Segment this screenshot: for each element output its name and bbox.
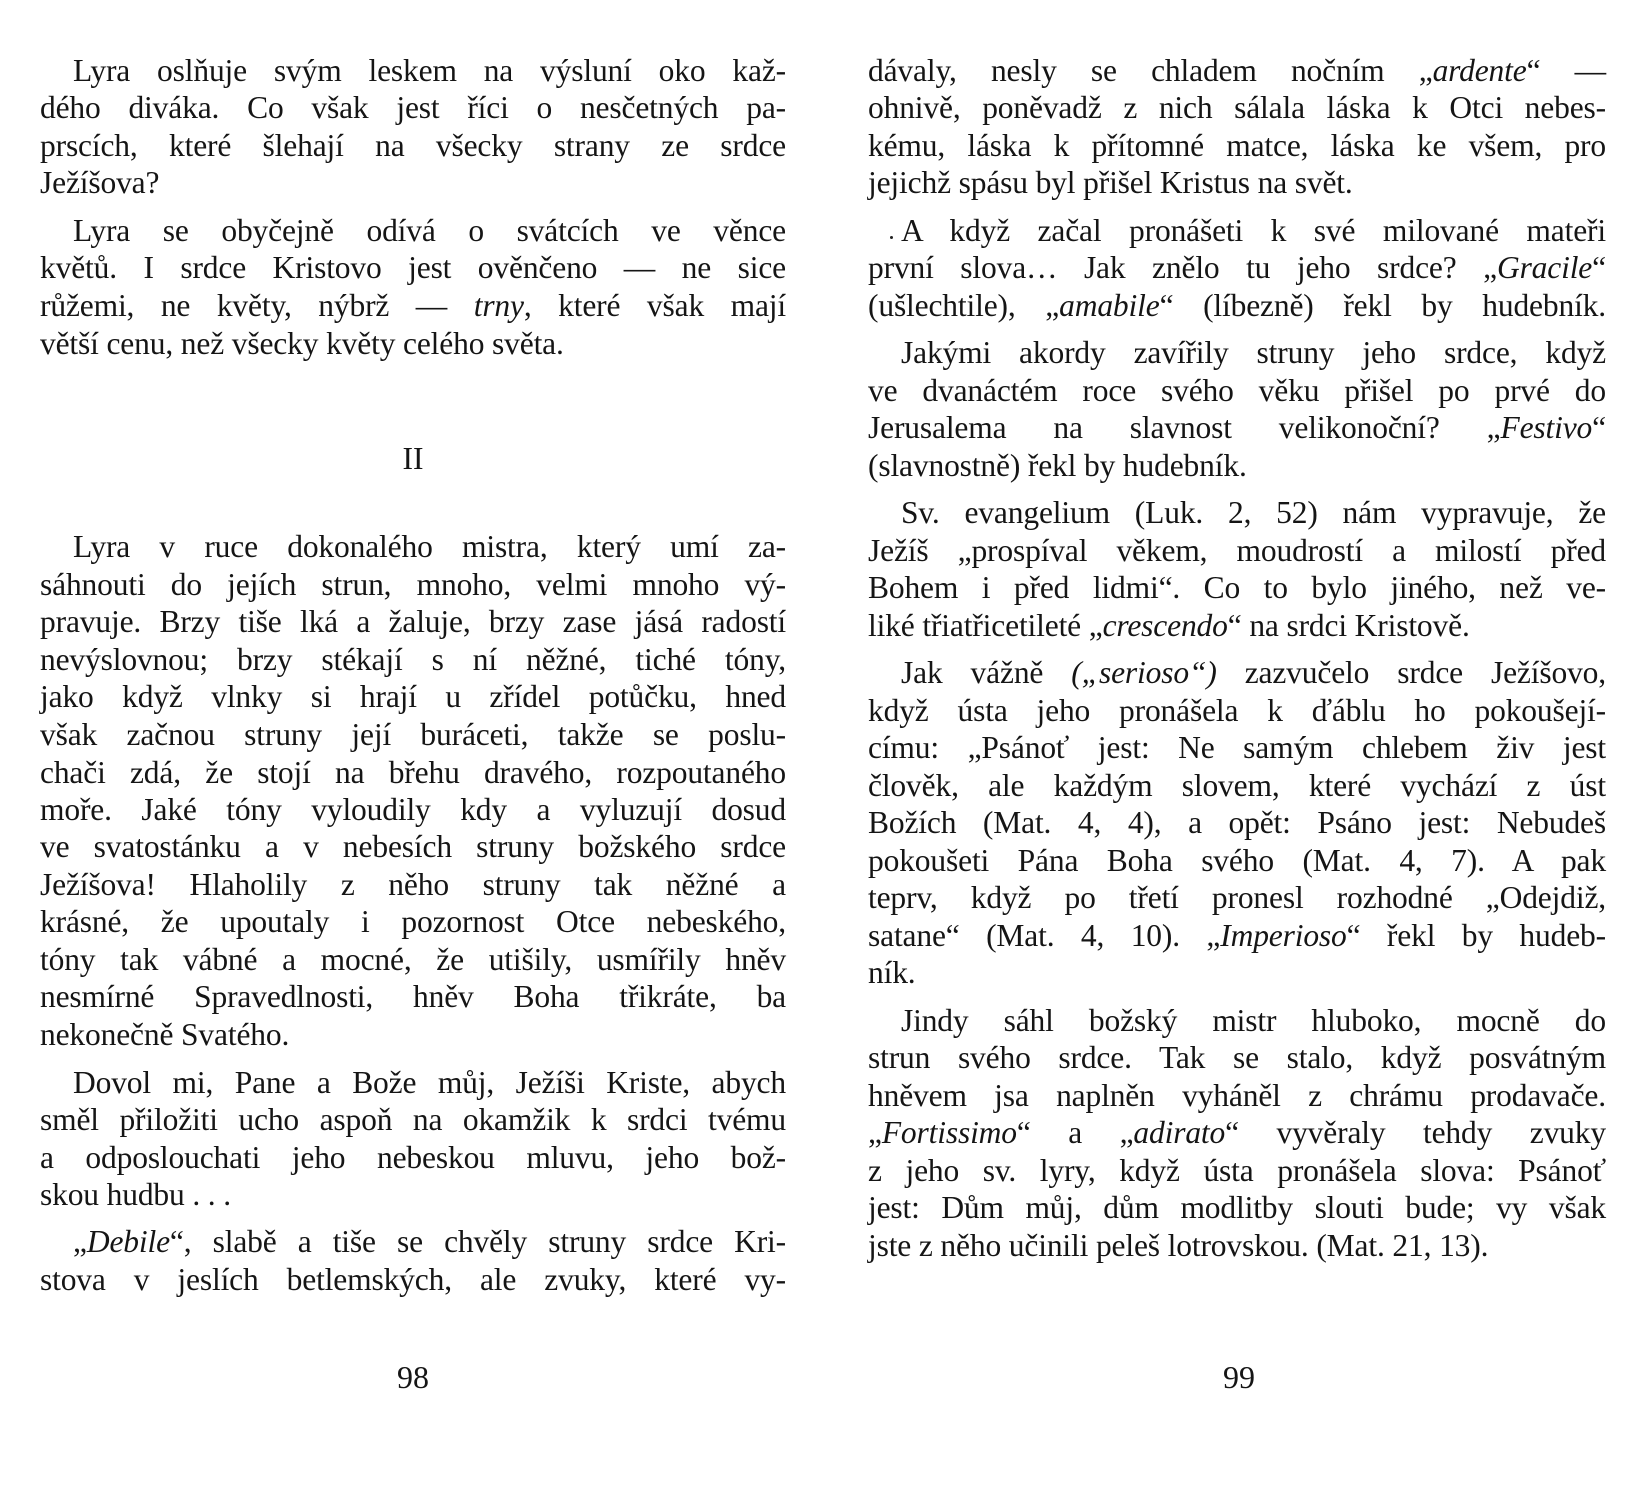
text-line: ohnivě, poněvadž z nich sálala láska k Otci nebes- xyxy=(868,90,1606,125)
text-line: květů. I srdce Kristovo jest ověnčeno — ne sice xyxy=(40,250,786,285)
text-line: moře. Jaké tóny vyloudily kdy a vyluzují dosud xyxy=(40,792,786,827)
text-line: strun svého srdce. Tak se stalo, když posvátným xyxy=(868,1040,1606,1075)
text-segment: „ xyxy=(868,1115,882,1150)
text-segment: zazvučelo srdce Ježíšovo, xyxy=(1216,655,1607,690)
text-line xyxy=(868,52,1606,90)
scan-speck xyxy=(890,236,893,239)
text-line: Dovol mi, Pane a Bože můj, Ježíši Kriste, abych xyxy=(73,1065,786,1100)
text-line xyxy=(868,409,1606,447)
text-line: skou hudbu . . . xyxy=(40,1177,231,1212)
text-segment: růžemi, ne květy, nýbrž — xyxy=(40,288,474,323)
italic-term: crescendo xyxy=(1102,608,1228,643)
text-line xyxy=(40,1223,786,1261)
text-line: címu: „Psánoť jest: Ne samým chlebem živ jest xyxy=(868,730,1606,765)
text-segment: (ušlechtile), „ xyxy=(868,288,1060,323)
text-line: Ježíšova? xyxy=(40,165,160,200)
text-line: když ústa jeho pronášela k ďáblu ho pokoušejí- xyxy=(868,693,1606,728)
text-line: teprv, když po třetí pronesl rozhodné „Odejdiž, xyxy=(868,880,1606,915)
text-line: pravuje. Brzy tiše lká a žaluje, brzy zase jásá radostí xyxy=(40,604,786,639)
text-line: Ježíšova! Hlaholily z něho struny tak něžné a xyxy=(40,867,786,902)
text-line: (slavnostně) řekl by hudebník. xyxy=(868,448,1247,483)
text-segment: liké třiatřicetileté „ xyxy=(868,608,1103,643)
text-segment: “ a „ xyxy=(1016,1115,1134,1150)
text-segment: “ na srdci Kristově. xyxy=(1227,608,1470,643)
text-segment: “, slabě a tiše se chvěly struny srdce Kri- xyxy=(169,1224,786,1259)
text-line: Jindy sáhl božský mistr hluboko, mocně do xyxy=(901,1003,1606,1038)
text-line: větší cenu, než všecky květy celého světa. xyxy=(40,326,564,361)
text-segment: , které však mají xyxy=(523,288,786,323)
text-line: pokoušeti Pána Boha svého (Mat. 4, 7). A pak xyxy=(868,843,1606,878)
text-segment: první slova… Jak znělo tu jeho srdce? „ xyxy=(868,250,1497,285)
text-line: však začnou struny její buráceti, takže se poslu- xyxy=(40,717,786,752)
text-line: Sv. evangelium (Luk. 2, 52) nám vypravuje, že xyxy=(901,495,1606,530)
text-line: Jakými akordy zavířily struny jeho srdce, když xyxy=(901,335,1606,370)
text-line: Lyra v ruce dokonalého mistra, který umí za- xyxy=(73,529,786,564)
text-line: Lyra se obyčejně odívá o svátcích ve věnce xyxy=(73,213,786,248)
italic-term: ardente xyxy=(1432,53,1527,88)
italic-term: Gracile xyxy=(1496,250,1593,285)
text-segment: „ xyxy=(73,1224,87,1259)
text-line: Božích (Mat. 4, 4), a opět: Psáno jest: Nebudeš xyxy=(868,805,1606,840)
text-line: hněvem jsa naplněn vyháněl z chrámu prodavače. xyxy=(868,1078,1606,1113)
text-line: prscích, které šlehají na všecky strany ze srdce xyxy=(40,128,786,163)
text-line xyxy=(868,1114,1606,1152)
text-segment: “ vyvěraly tehdy zvuky xyxy=(1225,1115,1606,1150)
text-segment: “ řekl by hudeb- xyxy=(1346,918,1606,953)
text-line: jest: Dům můj, dům modlitby slouti bude; vy však xyxy=(868,1190,1606,1225)
italic-term: Debile xyxy=(86,1224,170,1259)
page-number-right: 99 xyxy=(1223,1359,1255,1395)
text-line: jejichž spásu byl přišel Kristus na svět. xyxy=(868,165,1353,200)
text-line: chači zdá, že stojí na břehu dravého, rozpoutaného xyxy=(40,755,786,790)
right-page xyxy=(826,0,1652,1500)
text-line: jako když vlnky si hrají u zřídel potůčku, hned xyxy=(40,679,786,714)
text-line: jste z něho učinili peleš lotrovskou. (Mat. 21, 13). xyxy=(868,1228,1489,1263)
text-line: Ježíš „prospíval věkem, moudrostí a milostí před xyxy=(868,533,1606,568)
text-line xyxy=(868,607,1606,645)
text-line xyxy=(868,287,1606,325)
text-segment: dávaly, nesly se chladem nočním „ xyxy=(868,53,1433,88)
text-segment: “ xyxy=(1592,410,1606,445)
section-heading: II xyxy=(402,441,424,476)
text-line: nekonečně Svatého. xyxy=(40,1017,290,1052)
text-line: Lyra oslňuje svým leskem na výsluní oko kaž- xyxy=(73,53,786,88)
text-line: sáhnouti do jejích strun, mnoho, velmi mnoho vý- xyxy=(40,567,786,602)
text-line: tóny tak vábné a mocné, že utišily, usmířily hněv xyxy=(40,942,786,977)
italic-term: adirato xyxy=(1133,1115,1226,1150)
text-line: Bohem i před lidmi“. Co to bylo jiného, než ve- xyxy=(868,570,1606,605)
text-line: A když začal pronášeti k své milované mateři xyxy=(901,213,1606,248)
text-segment: Jerusalema na slavnost velikonoční? „ xyxy=(868,410,1501,445)
text-line: směl přiložiti ucho aspoň na okamžik k srdci tvému xyxy=(40,1102,786,1137)
italic-term: Fortissimo xyxy=(881,1115,1017,1150)
text-line: člověk, ale každým slovem, které vychází z úst xyxy=(868,768,1606,803)
text-segment: satane“ (Mat. 4, 10). „ xyxy=(868,918,1221,953)
italic-term: Imperioso xyxy=(1220,918,1347,953)
text-line: stova v jeslích betlemských, ale zvuky, které vy- xyxy=(40,1262,786,1297)
text-segment: Jak vážně xyxy=(901,655,1072,690)
page-number-left: 98 xyxy=(397,1359,429,1395)
italic-term: („serioso“) xyxy=(1071,655,1217,690)
text-line xyxy=(868,249,1606,287)
text-line: krásné, že upoutaly i pozornost Otce nebeského, xyxy=(40,904,786,939)
text-segment: “ xyxy=(1592,250,1606,285)
text-line: ník. xyxy=(868,955,916,990)
text-segment: “ (líbezně) řekl by hudebník. xyxy=(1159,288,1607,323)
text-segment: “ — xyxy=(1526,53,1606,88)
text-line: ve dvanáctém roce svého věku přišel po prvé do xyxy=(868,373,1606,408)
italic-term: trny xyxy=(473,288,524,323)
text-line: z jeho sv. lyry, když ústa pronášela slova: Psánoť xyxy=(868,1153,1606,1188)
italic-term: amabile xyxy=(1059,288,1160,323)
text-line xyxy=(40,287,786,325)
text-line: kému, láska k přítomné matce, láska ke všem, pro xyxy=(868,128,1606,163)
text-line: dého diváka. Co však jest říci o nesčetných pa- xyxy=(40,90,786,125)
text-line: nesmírné Spravedlnosti, hněv Boha třikráte, ba xyxy=(40,979,786,1014)
italic-term: Festivo xyxy=(1500,410,1593,445)
text-line: nevýslovnou; brzy stékají s ní něžné, tiché tóny, xyxy=(40,642,786,677)
text-line xyxy=(868,917,1606,955)
text-line: a odposlouchati jeho nebeskou mluvu, jeho bož- xyxy=(40,1140,786,1175)
text-line: ve svatostánku a v nebesích struny božského srdce xyxy=(40,829,786,864)
text-line xyxy=(868,654,1606,692)
